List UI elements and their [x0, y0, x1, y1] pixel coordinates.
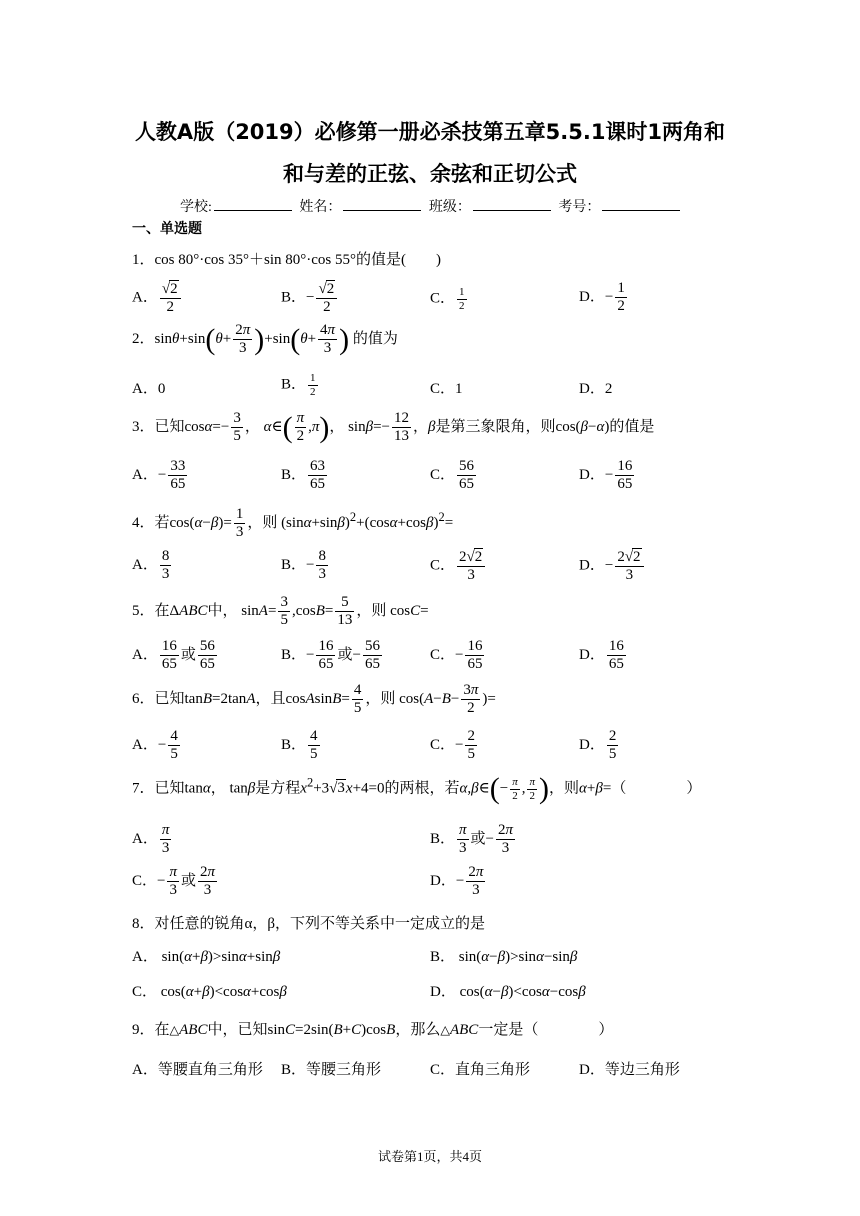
school-label: 学校: [180, 200, 212, 215]
q4-option-b[interactable]: B．− $\frac{8}{3}$ [281, 548, 326, 583]
q1-option-d[interactable]: D．− $\frac{1}{2}$ [579, 280, 625, 315]
q1-option-a[interactable]: A． $\frac{√2}{2}$ [132, 280, 183, 317]
q1-option-c[interactable]: C． $\frac{1}{2}$ [430, 286, 465, 312]
q9-option-c[interactable]: C．直角三角形 [430, 1062, 531, 1078]
question-3: 3．已知cosα=− $\frac{3}{5}$ ， α∈( $\frac{\pi}{2}$ ,π)， sinβ=− $\frac{12}{13}$ ，β是第三象限角，则cos(β−α)的值是 [132, 410, 655, 445]
q6-option-b[interactable]: B． $\frac{4}{5}$ [281, 728, 318, 763]
name-blank[interactable] [343, 198, 421, 211]
student-info [180, 196, 684, 216]
q2-option-c[interactable]: C．1 [430, 381, 463, 397]
q7-option-d[interactable]: D．− $\frac{2\pi}{3}$ [430, 864, 484, 899]
q6-option-a[interactable]: A．− $\frac{4}{5}$ [132, 728, 178, 763]
q8-option-a[interactable]: A． sin(α+β)>sinα+sinβ [132, 949, 281, 965]
q5-option-b[interactable]: B．− $\frac{16}{65}$ 或− $\frac{56}{65}$ [281, 638, 380, 673]
section-heading: 一、单选题 [132, 221, 202, 237]
q4-option-d[interactable]: D．− $\frac{2√2}{3}$ [579, 548, 646, 585]
q6-option-d[interactable]: D． $\frac{2}{5}$ [579, 728, 617, 763]
title-line-2: 和与差的正弦、余弦和正切公式 [283, 162, 577, 186]
q7-option-b[interactable]: B． $\frac{\pi}{3}$ 或− $\frac{2\pi}{3}$ [430, 822, 514, 857]
class-label: 班级： [428, 200, 471, 215]
question-6: 6．已知tanB=2tanA，且cosAsinB= $\frac{4}{5}$ ，则 cos(A−B− $\frac{3\pi}{2}$ )= [132, 682, 496, 717]
question-9: 9．在△ABC中，已知sinC=2sin(B+C)cosB，那么△ABC一定是（ ） [132, 1022, 614, 1038]
q2-option-d[interactable]: D．2 [579, 381, 613, 397]
q9-option-b[interactable]: B．等腰三角形 [281, 1062, 382, 1078]
q7-option-c[interactable]: C．− $\frac{\pi}{3}$ 或 $\frac{2\pi}{3}$ [132, 864, 216, 899]
q4-option-c[interactable]: C． $\frac{2√2}{3}$ [430, 548, 487, 585]
question-2: 2．sinθ+sin(θ+ $\frac{2\pi}{3}$ )+sin(θ+ $\frac{4\pi}{3}$ ) 的值为 [132, 322, 398, 357]
exam-no-blank[interactable] [602, 198, 680, 211]
q9-option-d[interactable]: D．等边三角形 [579, 1062, 680, 1078]
q7-option-a[interactable]: A． $\frac{\pi}{3}$ [132, 822, 170, 857]
page-footer: 试卷第1页，共4页 [377, 1149, 482, 1164]
q2-option-a[interactable]: A．0 [132, 381, 166, 397]
q5-option-d[interactable]: D． $\frac{16}{65}$ [579, 638, 624, 673]
title-line-1: 人教A版（2019）必修第一册必杀技第五章5.5.1课时1两角和 [134, 120, 726, 144]
school-blank[interactable] [214, 198, 292, 211]
q3-option-b[interactable]: B． $\frac{63}{65}$ [281, 458, 326, 493]
q8-option-c[interactable]: C． cos(α+β)<cosα+cosβ [132, 984, 287, 1000]
q2-option-b[interactable]: B． $\frac{1}{2}$ [281, 372, 316, 398]
q3-option-c[interactable]: C． $\frac{56}{65}$ [430, 458, 475, 493]
q4-option-a[interactable]: A． $\frac{8}{3}$ [132, 548, 170, 583]
exam-no-label: 考号： [558, 200, 601, 215]
q5-option-a[interactable]: A． $\frac{16}{65}$ 或 $\frac{56}{65}$ [132, 638, 215, 673]
q9-option-a[interactable]: A．等腰直角三角形 [132, 1062, 263, 1078]
question-7: 7．已知tanα， tanβ是方程$x^2+3√3x+4=0$的两根，若α,β∈(− $\frac{\pi}{2}$ , $\frac{\pi}{2}$ )，则α+β=（ ） [132, 772, 702, 805]
question-1: 1．cos 80°·cos 35°＋sin 80°·cos 55°的值是( ) [132, 252, 441, 268]
q5-option-c[interactable]: C．− $\frac{16}{65}$ [430, 638, 483, 673]
question-5: 5．在ΔABC中， sinA= $\frac{3}{5}$ ,cosB= $\frac{5}{13}$ ，则 cosC= [132, 594, 429, 629]
question-4: 4．若cos(α−β)= $\frac{1}{3}$ ，则 $(\sin\alpha+\sin\beta)^2+(\cos\alpha+\cos\beta)^2=$ [132, 506, 454, 541]
q3-option-a[interactable]: A．− $\frac{33}{65}$ [132, 458, 186, 493]
q3-option-d[interactable]: D．− $\frac{16}{65}$ [579, 458, 633, 493]
q6-option-c[interactable]: C．− $\frac{2}{5}$ [430, 728, 475, 763]
class-blank[interactable] [473, 198, 551, 211]
q8-option-d[interactable]: D． cos(α−β)<cosα−cosβ [430, 984, 586, 1000]
question-8: 8．对任意的锐角α，β，下列不等关系中一定成立的是 [132, 916, 485, 932]
name-label: 姓名： [299, 200, 342, 215]
q1-option-b[interactable]: B．− $\frac{√2}{2}$ [281, 280, 339, 317]
q8-option-b[interactable]: B． sin(α−β)>sinα−sinβ [430, 949, 578, 965]
